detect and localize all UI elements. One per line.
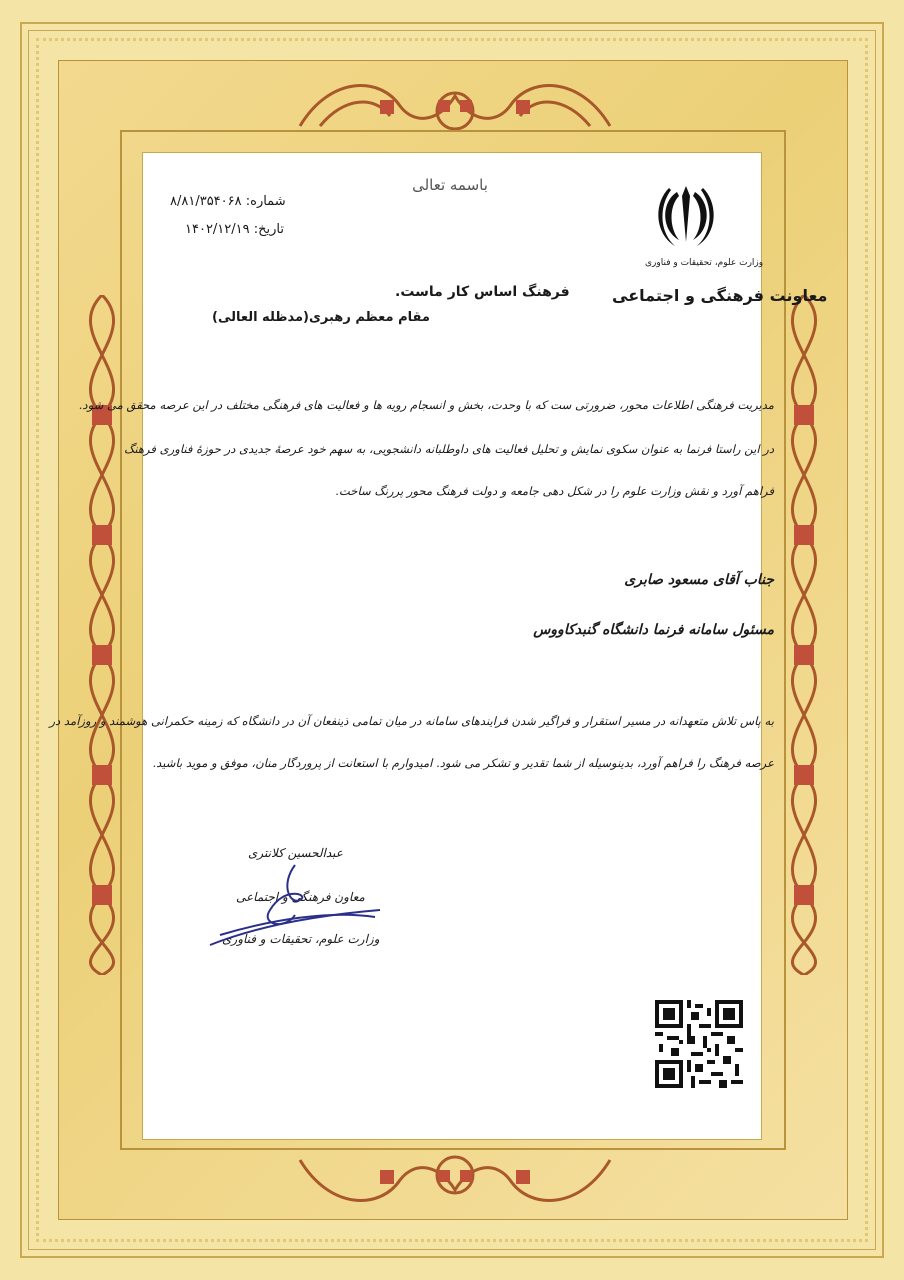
- letter-number: [170, 194, 286, 209]
- handwritten-signature: [200, 855, 390, 955]
- ministry-text: وزارت علوم، تحقیقات و فناوری: [645, 258, 764, 268]
- quote-text: فرهنگ اساس کار ماست.: [395, 284, 570, 300]
- body-line-1: مدیریت فرهنگی اطلاعات محور، ضرورتی ست که با وحدت، بخش و انسجام رویه ها و فعالیت های فرهنگی مختلف در این عرصه محقق می شود.: [78, 398, 774, 412]
- recipient-name: جناب آقای مسعود صابری: [624, 572, 774, 588]
- qr-code-icon: [655, 1000, 743, 1088]
- signer-org: وزارت علوم، تحقیقات و فناوری: [222, 932, 380, 946]
- recipient-title: مسئول سامانه فرنما دانشگاه گنبدکاووس: [533, 622, 774, 638]
- invocation: باسمه تعالی: [412, 176, 488, 194]
- signer-name: عبدالحسین کلانتری: [248, 846, 343, 860]
- signer-title: معاون فرهنگی و اجتماعی: [236, 890, 365, 904]
- date-value: ۱۴۰۲/۱۲/۱۹: [185, 222, 250, 237]
- iran-emblem-icon: [655, 182, 717, 248]
- body-line-5: عرصه فرهنگ را فراهم آورد، بدینوسیله از شما تقدیر و تشکر می شود. امیدوارم با استعانت از پروردگار منان، موفق و موید باشید.: [152, 756, 774, 770]
- letter-date: [185, 222, 284, 237]
- bottom-ornament: [290, 1140, 620, 1220]
- body-line-3: فراهم آورد و نقش وزارت علوم را در شکل دهی جامعه و دولت فرهنگ محور پررنگ ساخت.: [335, 484, 774, 498]
- date-label: تاریخ:: [253, 222, 285, 237]
- number-value: ۸/۸۱/۳۵۴۰۶۸: [170, 194, 242, 209]
- quote-attribution: مقام معظم رهبری(مدظله العالی): [212, 310, 430, 325]
- deputy-text: معاونت فرهنگی و اجتماعی: [612, 286, 828, 305]
- number-label: شماره:: [245, 194, 286, 209]
- body-line-4: به پاس تلاش متعهدانه در مسیر استقرار و فراگیر شدن فرایندهای سامانه در میان تمامی ذینفعان آن در دانشگاه که زمینه حکمرانی هوشمند و روزآمد در: [49, 714, 774, 728]
- body-line-2: در این راستا فرنما به عنوان سکوی نمایش و تحلیل فعالیت های داوطلبانه دانشجویی، به سهم خود عرصهٔ جدیدی در حوزهٔ فناوری فرهنگ: [123, 442, 774, 456]
